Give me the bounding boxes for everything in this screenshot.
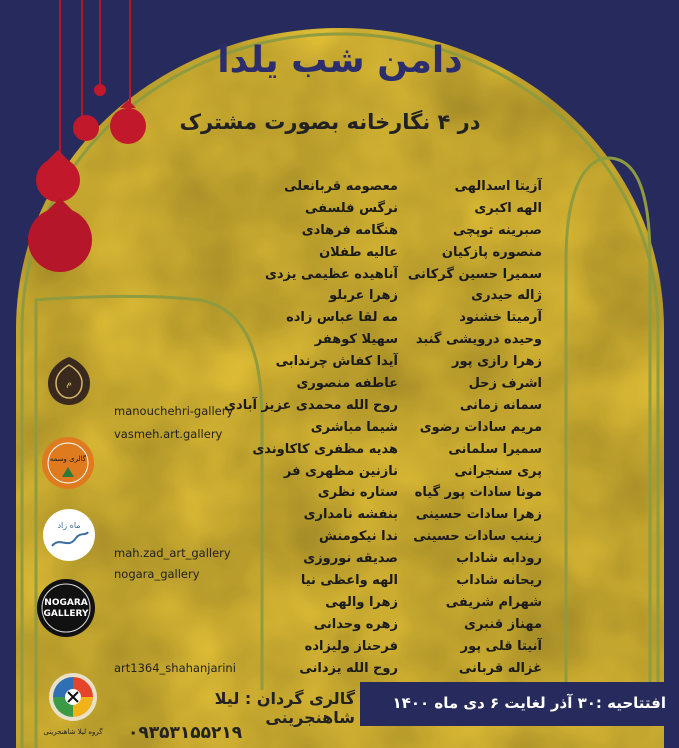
artist-name: نازنین مظهری فر xyxy=(283,463,398,479)
artist-name: فرحناز ولیزاده xyxy=(304,638,398,654)
artist-name: روح الله یزدانی xyxy=(299,660,398,676)
artist-name: منصوره پازکیان xyxy=(441,244,542,260)
artist-name: سمانه زمانی xyxy=(459,397,542,413)
gallery-handle-nogara: nogara_gallery xyxy=(114,567,200,581)
nogara-logo-line1: NOGARA xyxy=(44,598,88,608)
artist-name: رودابه شاداب xyxy=(456,551,542,567)
artist-name: آزیتا اسدالهی xyxy=(454,179,542,194)
artist-name: اشرف زحل xyxy=(468,376,542,392)
artist-name: زهره وحدانی xyxy=(313,616,398,632)
artist-name: آناهیده عظیمی یزدی xyxy=(264,266,398,282)
artist-name: هنگامه فرهادی xyxy=(301,222,398,238)
mahzad-logo-icon xyxy=(42,508,96,562)
gallery-handle-manouchehri: manouchehri-gallery xyxy=(114,404,234,418)
artist-name: نرگس فلسفی xyxy=(305,200,398,216)
artist-name: آرمیتا خشنود xyxy=(459,310,542,326)
artist-name: عالیه طفلان xyxy=(319,244,398,260)
artist-name: ندا نیکومنش xyxy=(318,529,398,545)
artist-name: هدیه مظفری کاکاوندی xyxy=(252,441,398,457)
nogara-logo-line2: GALLERY xyxy=(43,609,89,619)
artist-name: روح الله محمدی عزیز آبادی xyxy=(224,397,398,413)
vasmeh-logo-icon xyxy=(40,435,96,491)
artist-name: ژاله حیدری xyxy=(471,288,542,304)
manouchehri-logo-icon xyxy=(46,355,92,407)
nogara-logo-icon xyxy=(36,578,96,638)
logo-caption: گروه لیلا شاهنجرینی xyxy=(43,728,103,736)
artist-name: زهرا رازی پور xyxy=(452,354,542,370)
artists-left-column xyxy=(200,176,398,679)
artist-name: مهناز قنبری xyxy=(464,616,542,632)
mahzad-logo-text: ماه زاد xyxy=(57,521,81,530)
artist-name: وحیده درویشی گنبد xyxy=(415,332,542,348)
artist-name: صدیقه نوروزی xyxy=(303,551,398,567)
shahanjarini-logo-icon xyxy=(48,672,98,722)
vasmeh-logo-text: گالری وسمه xyxy=(49,455,87,463)
curator: گالری گردان : لیلا شاهنجرینی xyxy=(214,689,355,727)
phone-number: ۰۹۳۵۳۱۵۵۲۱۹ xyxy=(128,723,243,743)
gallery-handle-mahzad: mah.zad_art_gallery xyxy=(114,546,231,560)
artist-name: آیدا کفاش چرندابی xyxy=(275,354,398,370)
artist-name: سهیلا کوهفر xyxy=(314,332,398,348)
artist-name: عاطفه منصوری xyxy=(296,376,398,392)
gallery-handle-shahanjarini: art1364_shahanjarini xyxy=(114,661,236,675)
artist-name: زهرا عربلو xyxy=(329,288,398,304)
artist-name: پری سنجرانی xyxy=(454,463,542,479)
artist-name: غزاله قربانی xyxy=(458,660,542,676)
artist-name: بنفشه نامداری xyxy=(303,507,398,523)
artist-name: زینب سادات حسینی xyxy=(413,529,542,545)
title: دامن شب یلدا xyxy=(217,40,463,81)
artist-name: مریم سادات رضوی xyxy=(419,419,542,435)
artist-name: ستاره نظری xyxy=(317,485,398,501)
artist-name: شهرام شریفی xyxy=(445,594,542,610)
artist-name: معصومه قربانعلی xyxy=(284,179,398,194)
artist-name: ریحانه شاداب xyxy=(456,573,542,589)
artist-name: سمیرا حسین گرکانی xyxy=(407,266,542,282)
subtitle: در ۴ نگارخانه بصورت مشترک xyxy=(179,110,481,134)
artist-name: سمیرا سلمانی xyxy=(448,441,542,457)
artist-name: مه لقا عباس زاده xyxy=(286,310,398,326)
artist-name: الهه اکبری xyxy=(474,200,542,216)
artist-name: زهرا والهی xyxy=(325,594,398,610)
artist-name: زهرا سادات حسینی xyxy=(415,507,542,523)
artist-name: شیما مباشری xyxy=(310,419,398,435)
artist-name: آنیتا قلی پور xyxy=(460,638,542,654)
artist-name: صبرینه توپچی xyxy=(453,222,542,238)
artist-name: الهه واعظی نیا xyxy=(300,573,398,589)
opening-dates: افتتاحیه :۳۰ آذر لغایت ۶ دی ماه ۱۴۰۰ xyxy=(392,694,666,712)
svg-text:م: م xyxy=(66,379,72,389)
artist-name: مونا سادات پور گیاه xyxy=(414,485,542,501)
pomegranate-icon xyxy=(18,80,158,280)
gallery-handle-vasmeh: vasmeh.art.gallery xyxy=(114,427,223,441)
